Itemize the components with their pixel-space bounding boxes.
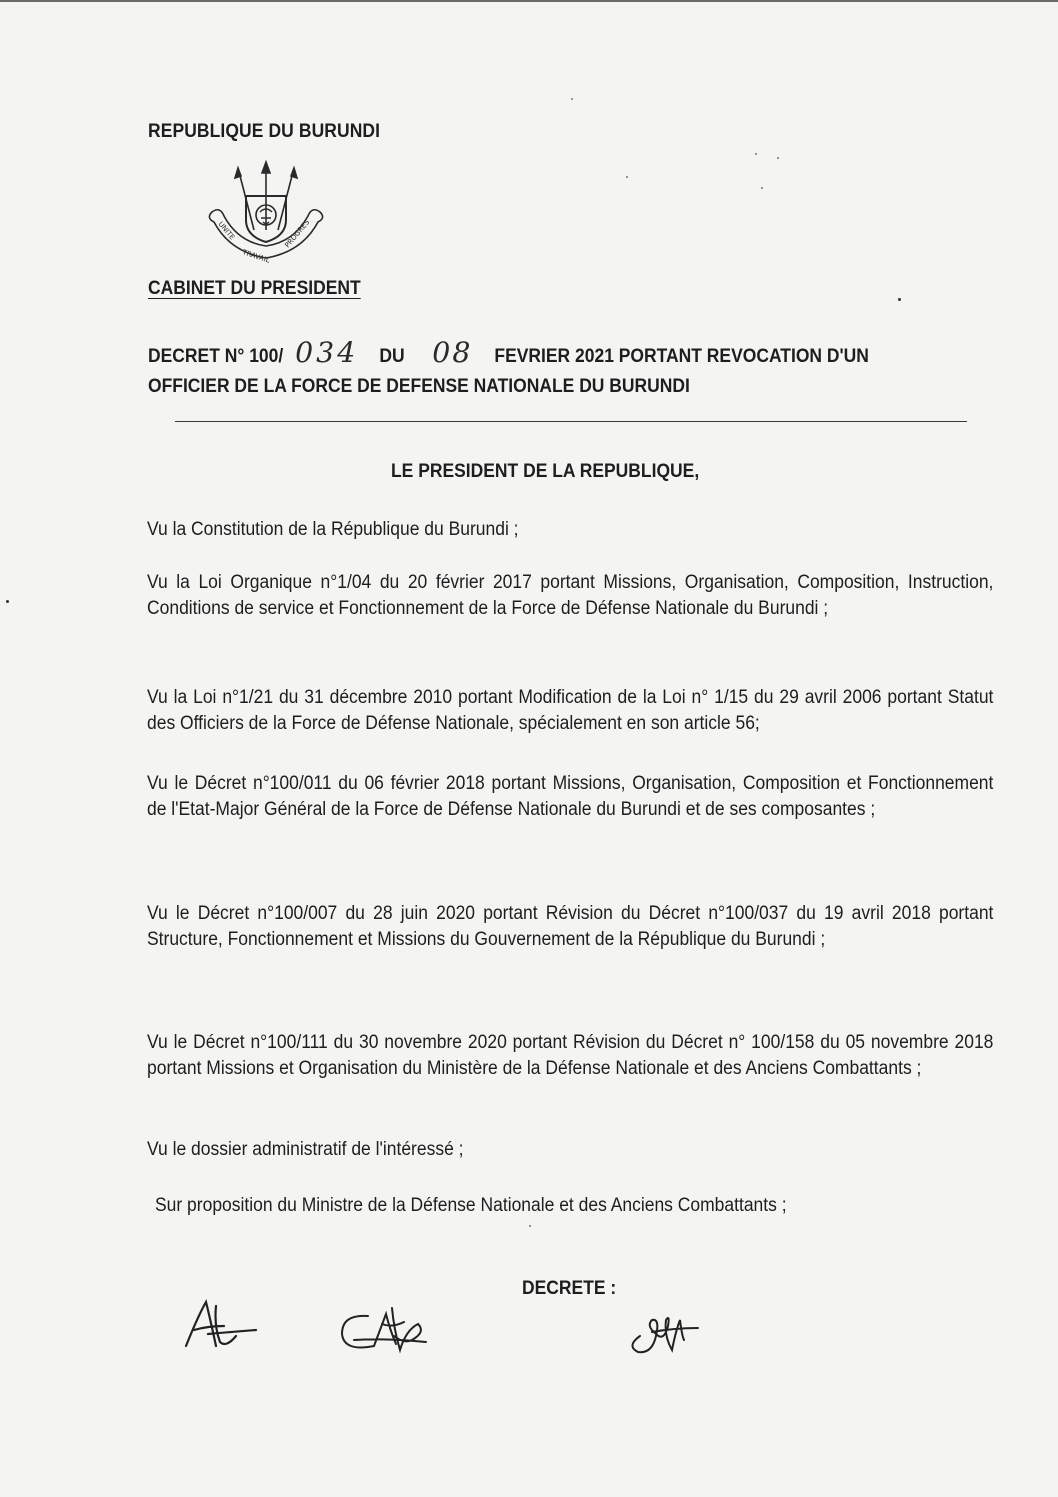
paragraph-loi-organique: Vu la Loi Organique n°1/04 du 20 février 2017 portant Missions, Organisation, Composition, Instruction, Conditions de service et Fonctionnement de la Force de Défense Nationale du Burundi ; <box>147 572 994 619</box>
svg-text:PROGRES: PROGRES <box>283 218 312 250</box>
scan-speck <box>626 176 628 178</box>
president-heading: LE PRESIDENT DE LA REPUBLIQUE, <box>391 461 700 482</box>
paragraph-dossier: Vu le dossier administratif de l'intéressé ; <box>147 1139 464 1160</box>
paragraph-loi-statut: Vu la Loi n°1/21 du 31 décembre 2010 portant Modification de la Loi n° 1/15 du 29 avril 2006 portant Statut des Officiers de la Force de Défense Nationale, spécialement en son article 56; <box>147 687 994 734</box>
decree-title <box>148 338 941 402</box>
svg-text:TRAVAIL: TRAVAIL <box>241 248 271 265</box>
decree-prefix: DECRET N° 100/ <box>148 346 284 367</box>
decree-du: DU <box>379 346 405 367</box>
burundi-emblem-icon <box>200 160 330 272</box>
title-separator <box>175 421 967 422</box>
decree-number-handwritten: 034 <box>295 336 359 369</box>
paragraph-decret-ministere: Vu le Décret n°100/111 du 30 novembre 2020 portant Révision du Décret n° 100/158 du 05 novembre 2018 portant Missions et Organisation du Ministère de la Défense Nationale et des Anciens Combattants ; <box>147 1032 994 1079</box>
paragraph-constitution: Vu la Constitution de la République du Burundi ; <box>147 519 519 540</box>
office-heading: CABINET DU PRESIDENT <box>148 278 361 299</box>
signature-initials-1 <box>180 1296 270 1356</box>
scan-speck <box>755 153 757 155</box>
scan-edge-line <box>0 0 1058 2</box>
paragraph-proposition: Sur proposition du Ministre de la Défense Nationale et des Anciens Combattants ; <box>155 1195 787 1216</box>
decree-title-rest: FEVRIER 2021 PORTANT REVOCATION D'UN OFFICIER DE LA FORCE DE DEFENSE NATIONALE DU BURUNDI <box>148 346 869 397</box>
country-heading: REPUBLIQUE DU BURUNDI <box>148 121 381 142</box>
paragraph-decret-etat-major: Vu le Décret n°100/011 du 06 février 2018 portant Missions, Organisation, Composition et Fonctionnement de l'Etat-Major Général de la Force de Défense Nationale du Burundi et de ses composantes ; <box>147 773 994 820</box>
scan-speck <box>529 1225 531 1227</box>
signature-initials-2 <box>334 1300 434 1360</box>
decree-day-handwritten: 08 <box>432 336 473 369</box>
signature-initials-3 <box>622 1306 702 1358</box>
scan-speck <box>571 98 573 100</box>
svg-text:UNITE: UNITE <box>216 220 237 242</box>
scan-speck <box>777 157 779 159</box>
decrete-heading: DECRETE : <box>522 1278 617 1299</box>
scan-speck <box>6 600 9 603</box>
scan-speck <box>898 298 901 301</box>
scan-speck <box>761 187 763 189</box>
paragraph-decret-gouvernement: Vu le Décret n°100/007 du 28 juin 2020 portant Révision du Décret n°100/037 du 19 avril 2018 portant Structure, Fonctionnement et Missions du Gouvernement de la République du Burundi ; <box>147 903 994 950</box>
